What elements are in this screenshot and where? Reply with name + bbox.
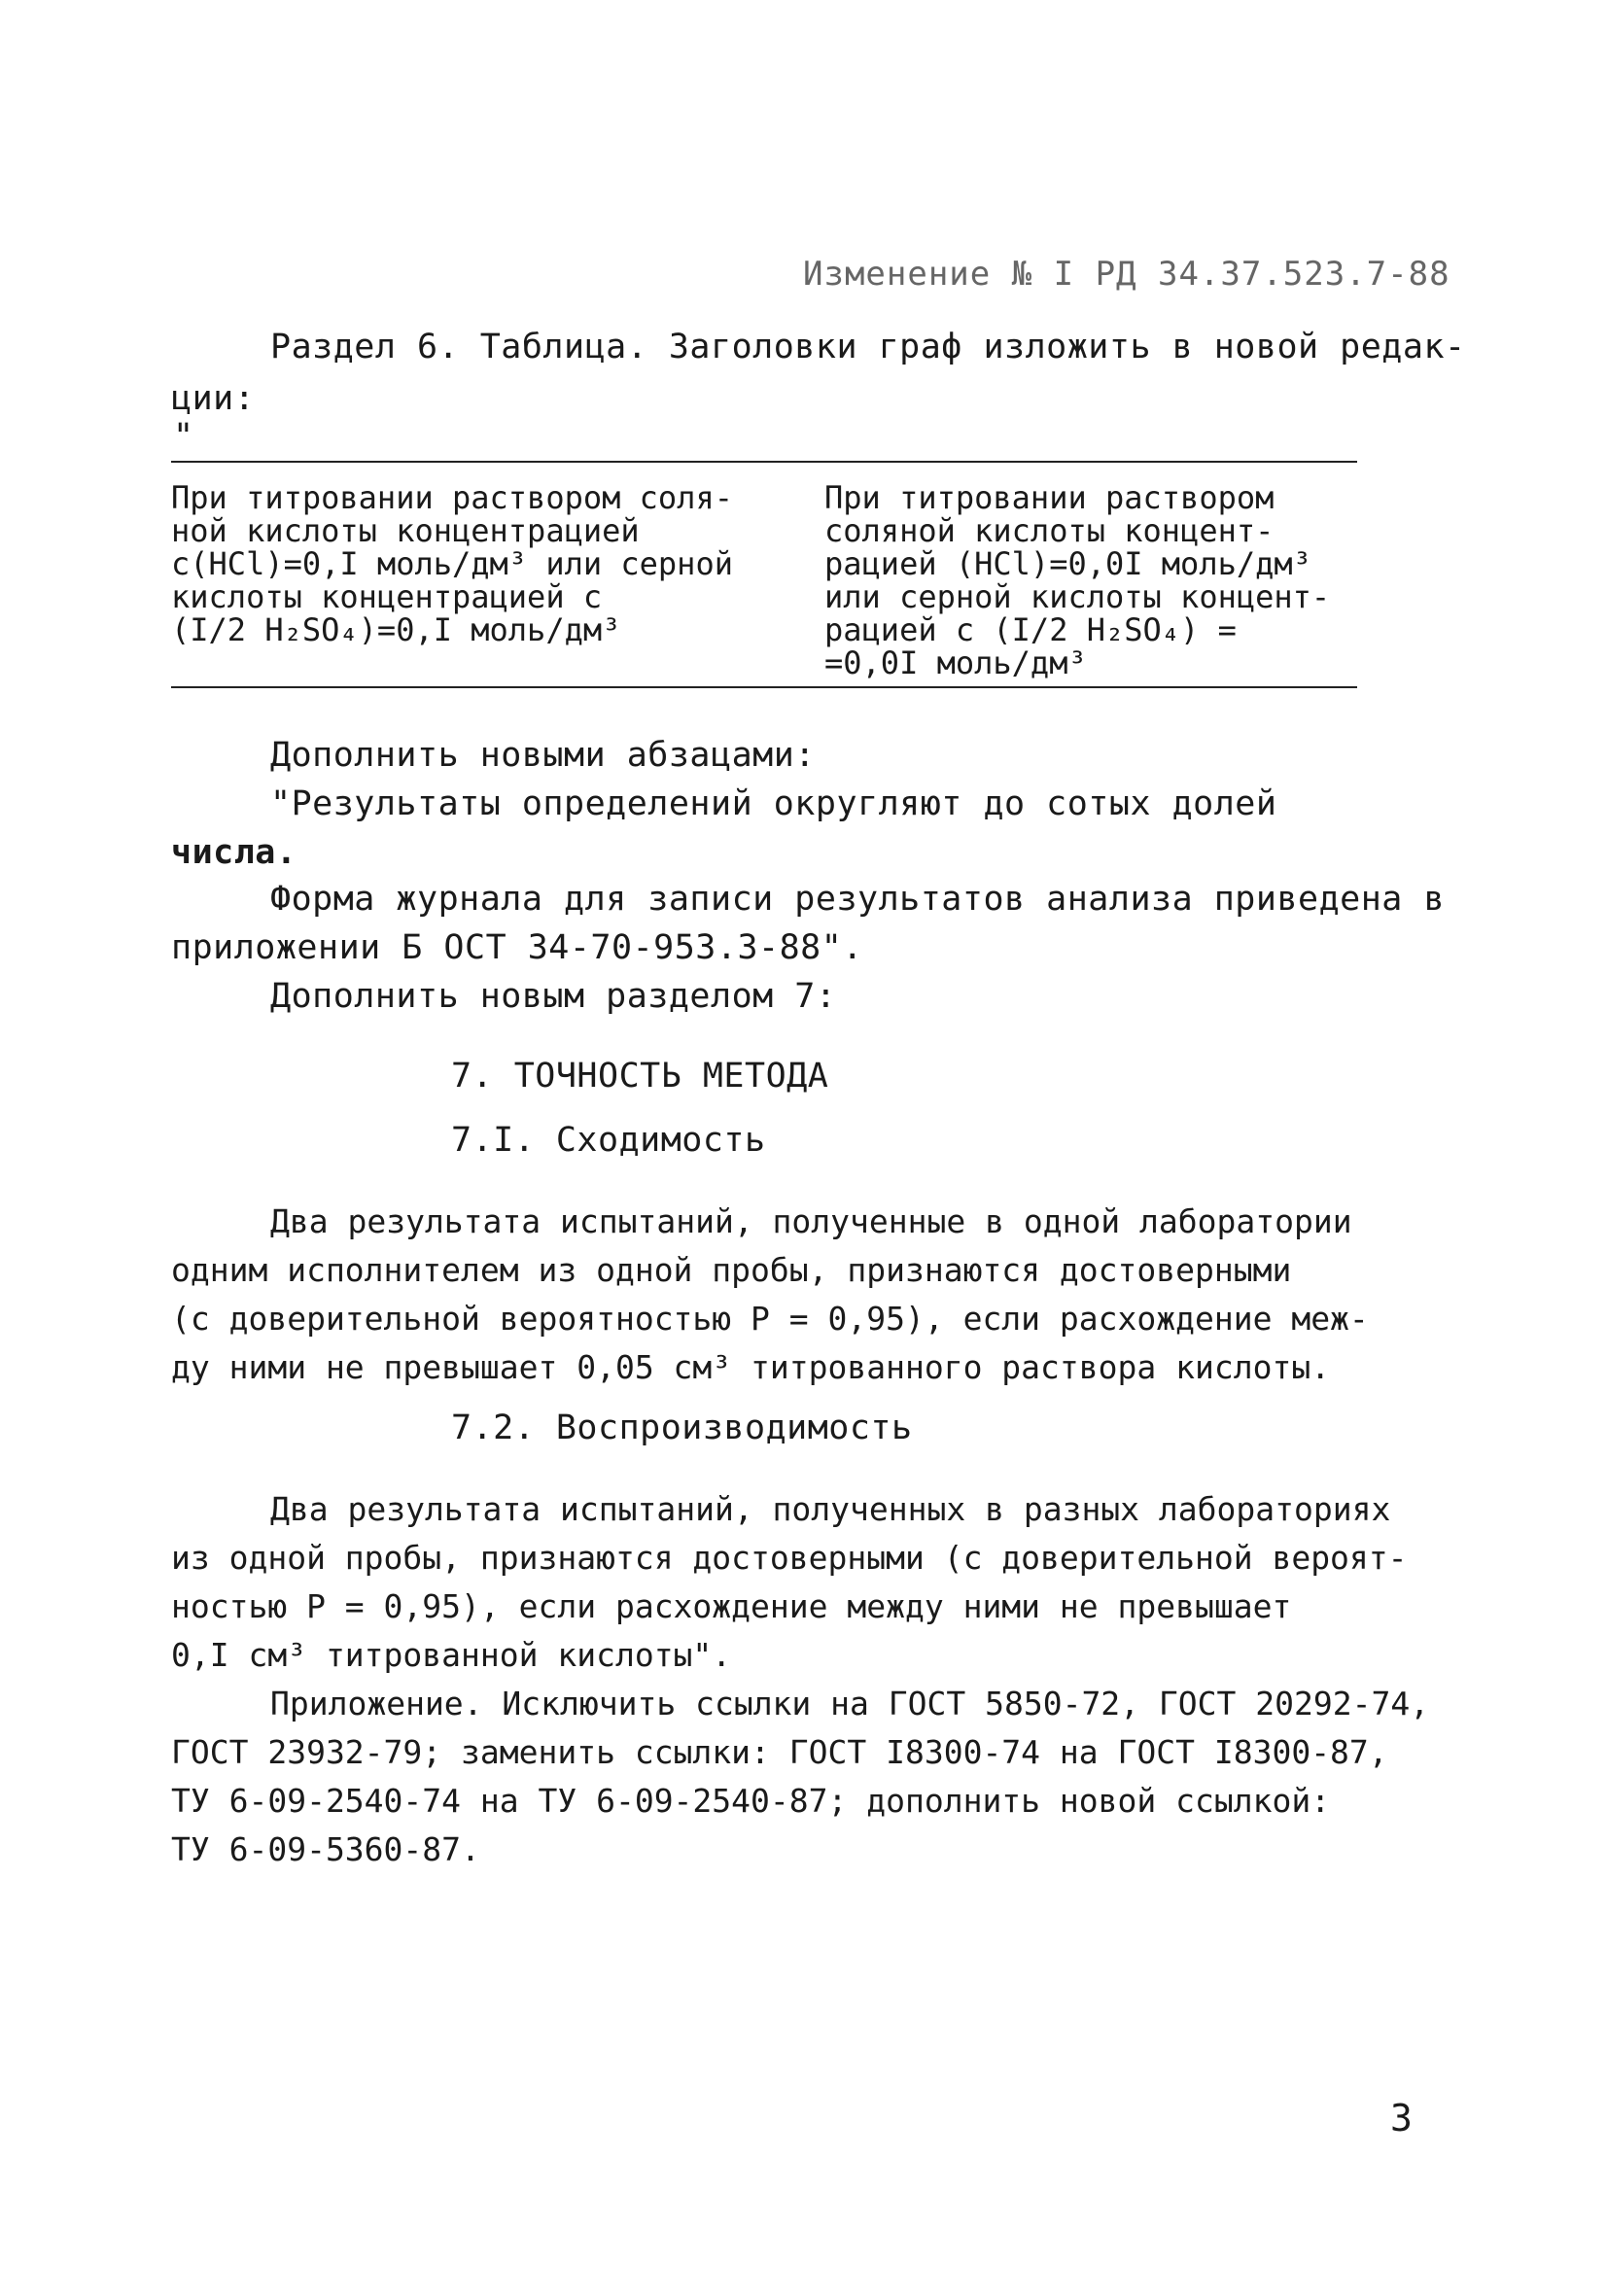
page-number: 3	[1390, 2097, 1414, 2139]
table-cell-line: с(HCl)=0,I моль/дм³ или серной	[171, 544, 733, 582]
table-cell-line: (I/2 H₂SO₄)=0,I моль/дм³	[171, 610, 621, 648]
table-top-rule	[171, 461, 1357, 463]
table-cell-line: рацией с (I/2 H₂SO₄) =	[824, 610, 1237, 648]
convergence-line-2: одним исполнителем из одной пробы, признаются достоверными	[171, 1251, 1292, 1289]
paragraph-results-line-2: числа.	[171, 833, 297, 872]
table-cell-line: При титровании раствором соля-	[171, 479, 733, 516]
paragraph-add-section: Дополнить новым разделом 7:	[270, 977, 837, 1016]
table-cell-line: =0,0I моль/дм³	[824, 644, 1087, 681]
reproducibility-line-3: ностью P = 0,95), если расхождение между ними не превышает	[171, 1587, 1292, 1625]
table-column-1	[171, 479, 733, 648]
convergence-line-1: Два результата испытаний, полученные в одной лаборатории	[270, 1202, 1352, 1240]
reproducibility-line-4: 0,I см³ титрованной кислоты".	[171, 1636, 732, 1674]
table-cell-line: При титровании раствором	[824, 479, 1275, 516]
convergence-line-4: ду ними не превышает 0,05 см³ титрованного раствора кислоты.	[171, 1348, 1331, 1386]
table-cell-line: кислоты концентрацией с	[171, 577, 603, 615]
subsection-7-2-title: 7.2. Воспроизводимость	[451, 1409, 913, 1447]
section-intro-line-1: Раздел 6. Таблица. Заголовки граф изложить в новой редак-	[270, 328, 1466, 366]
table-column-2	[824, 479, 1331, 681]
appendix-line-2: ГОСТ 23932-79; заменить ссылки: ГОСТ I8300-74 на ГОСТ I8300-87,	[171, 1733, 1388, 1771]
appendix-line-1: Приложение. Исключить ссылки на ГОСТ 5850-72, ГОСТ 20292-74,	[270, 1685, 1430, 1722]
reproducibility-line-1: Два результата испытаний, полученных в разных лабораториях	[270, 1490, 1391, 1528]
reproducibility-line-2: из одной пробы, признаются достоверными (с доверительной вероят-	[171, 1539, 1408, 1577]
appendix-line-4: ТУ 6-09-5360-87.	[171, 1830, 480, 1868]
paragraph-results-line-1: "Результаты определений округляют до сотых долей	[270, 784, 1277, 823]
table-cell-line: или серной кислоты концент-	[824, 577, 1331, 615]
table-cell-line: соляной кислоты концент-	[824, 511, 1275, 549]
section-7-title: 7. ТОЧНОСТЬ МЕТОДА	[451, 1057, 829, 1096]
document-header: Изменение № I РД 34.37.523.7-88	[803, 255, 1450, 294]
paragraph-add-new: Дополнить новыми абзацами:	[270, 736, 816, 775]
section-intro-line-2: ции:	[171, 379, 256, 418]
paragraph-form-line-2: приложении Б ОСТ 34-70-953.3-88".	[171, 928, 863, 967]
opening-quote-mark: "	[173, 417, 194, 456]
appendix-line-3: ТУ 6-09-2540-74 на ТУ 6-09-2540-87; дополнить новой ссылкой:	[171, 1782, 1331, 1820]
paragraph-form-line-1: Форма журнала для записи результатов анализа приведена в	[270, 880, 1446, 919]
subsection-7-1-title: 7.I. Сходимость	[451, 1121, 766, 1160]
table-bottom-rule	[171, 686, 1357, 688]
convergence-line-3: (с доверительной вероятностью P = 0,95), если расхождение меж-	[171, 1300, 1369, 1338]
table-cell-line: рацией (HCl)=0,0I моль/дм³	[824, 544, 1311, 582]
table-cell-line: ной кислоты концентрацией	[171, 511, 640, 549]
